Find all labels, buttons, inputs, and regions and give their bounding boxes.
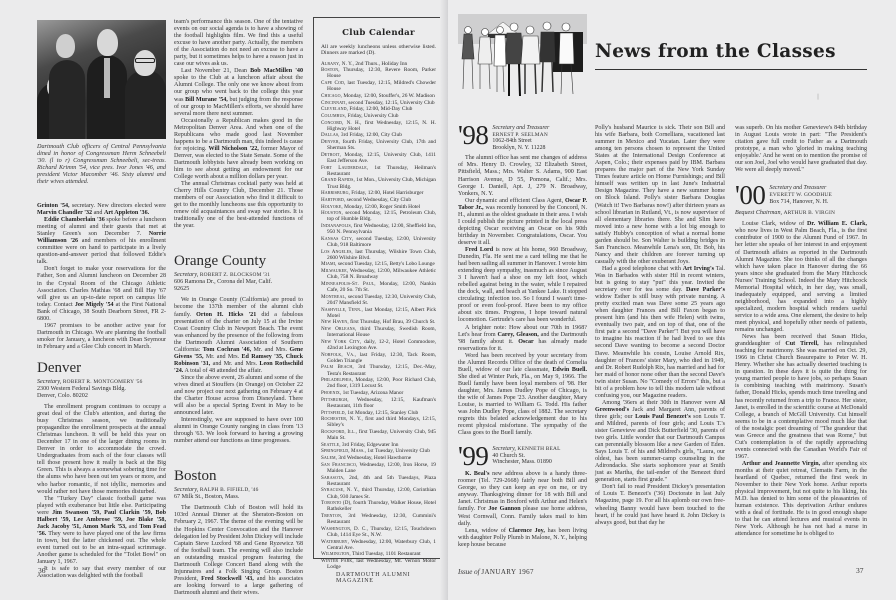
calendar-entry [321,132,436,138]
class-99-paragraph: Had a good telephone chat with Art Irving's Tal. Was in Barbados with sister Hil in recent winters, but is going to stay "put" this year. Invited the secretary over for tea some day. Dave Parker's widow Esther is still busy with private nursing. A pretty excited man was Dave some 25 years ago when daughter Frances and Bill Faxon began to present him (and his then wife Helen) with twins, eventually two pair, and on top of that, one of the first pair a second "Dave Parker"! But you will have to imagine his reaction if he had lived to see this second Dave wanting to become a second Doctor Dave. Meanwhile his cousin, Louise Arnold Rix, daughter of Frances' sister Mary, who died in 1949, and Dr. Robert Rudolph Rix, has married and had for her maid of honor none other than the second Dave's twin sister Susan. No "Comedy of Errors" this, but a bit of a problem how to tell this modern tale without confusing you, our Magazine readers. [595,265,725,399]
calendar-entry [321,93,436,99]
calendar-details: 3rd Friday, 12:00, City Club [339,132,402,139]
club-calendar-box [313,17,444,571]
calendar-details: Wednesday, 12:00, Waterbury Club, 1 Central Ave. [327,538,436,551]
photo-glasses [135,58,155,63]
calendar-city: Kansas City, [321,235,354,242]
denver-paragraph: It is safe to say that every member of our Association was delighted with the football [37,566,166,580]
calendar-entry [321,210,436,222]
calendar-entry [321,113,436,119]
class-99-paragraph: K. Beal's new address above is a handy three-roomer (Tel. 729-2668) fairly near both Bill and George, so they can keep an eye on me, or try anyway. Thanksgiving dinner for 18 with Bill and Janet. Christmas in Boxford with Arthur and Helen's family. For Joe Gannon please use home address, West Cornwall, Conn. Family takes mail to him daily. [458,471,587,527]
page-number-right: 37 [856,566,864,575]
calendar-details: Monday, 12:00, Nankin Cafe, 20 So. 7th St. [327,280,436,294]
class-98-header [458,120,587,151]
photo-caption: Dartmouth Club officers of Central Pennsylvania dined in honor of Congressman Herm Schneebeli '30. (l to r) Congressman Schneebeli, sec-treas. Richard Krimm '54, vice pres. Ivor Jones '46, and president Victor Macomber '46. Sixty alumni and their wives attended. [37,143,166,186]
orange-county-heading: Orange County [174,253,267,270]
calendar-details: daily, 12-2, Hotel Commodore, 42nd at Lexington Ave. [327,338,436,351]
right-column-3 [735,125,867,538]
calendar-city: Denver, [321,138,340,145]
calendar-city: Phoenix, [321,390,342,397]
calendar-details: 3rd Friday, Edgewater Inn [340,441,399,448]
class-00-secretary: Secretary and Treasurer EVERETT W. GOODHUE Box 714, Hanover, N. H. [769,185,833,205]
calendar-details: fourth Thursday, Walker House, Hotel Rathskeller [327,500,436,513]
calendar-city: New Orleans, [321,326,357,332]
calendar-details: second Wednesday, City Club [345,196,412,203]
calendar-entry [321,429,436,441]
calendar-city: Wilmington, [321,551,351,558]
calendar-details: first Wednesday, 12:15, N. H. Highway Hotel [327,119,436,132]
calendar-details: 1st Tuesday, Arizona Manor [341,390,404,397]
calendar-entry [321,558,436,570]
calendar-details: first Tuesday, University Club, 945 Main St. [327,429,436,442]
alumni-group-illustration [458,14,587,98]
class-00-header [735,180,867,211]
issue-date-footer: Issue of JANUARY 1967 [458,568,534,576]
class-98-paragraph: Our dynamic and efficient Class Agent, Oscar P. Tabor Jr., was recently honored by the Concord, N. H., alumni as the oldest graduate in their area. I wish I could publish the picture printed in the local press depicting Oscar receiving an Oscar on his 90th birthday in November. Congratulations, Oscar. You deserve it all. [458,197,588,246]
calendar-city: Houston, [321,210,343,217]
calendar-details: 1st Monday, 12:15, Stanley Club [345,409,419,416]
chicago-paragraph: Grinton '54, secretary. New directors elected were Marvin Chandler '32 and Art Appleton '36. [37,203,167,217]
calendar-details: Thursday, 12:30, Revere Room, Parker House [327,67,436,80]
calendar-details: first Thursday, Hof Brau, 39 Church St. [348,319,436,326]
calendar-entry [321,390,436,396]
calendar-entry [321,294,436,306]
photo-face [97,29,118,56]
class-99-secretary: Secretary, KENNETH BEAL 40 Church St. Winchester, Mass. 01890 [492,446,561,466]
calendar-details: last Thursday, Wilshire Town Club, 2600 Wilshire Blvd. [327,248,436,261]
calendar-city: Springfield, Mass., [321,448,367,455]
class-00-bequest-chairman: Bequest Chairman, ARTHUR B. VIRGIN [735,210,836,217]
calendar-city: Indianapolis, [321,223,353,229]
calendar-entry [321,152,436,164]
calendar-entry [321,61,436,67]
calendar-entry [321,526,436,538]
calendar-entry [321,281,436,293]
calendar-city: Pittsburgh, [321,396,349,403]
calendar-city: Fort Lauderdale, [321,164,369,171]
calendar-entry [321,80,436,92]
class-year-99: '99 [458,441,489,472]
left-column-1 [37,203,166,580]
boston-heading: Boston [174,468,217,485]
calendar-entry [321,261,436,267]
calendar-details: Monday, 12:00, Roger Smith Hotel [342,203,421,210]
calendar-city: Concord, N. H., [321,119,362,126]
calendar-details: Wednesday, 12:15, Kaufman's Restaurant, 11th floor [327,396,436,409]
calendar-entry [321,448,436,454]
calendar-city: Montreal, [321,293,347,300]
title-rule [595,69,867,70]
calendar-entry [321,500,436,512]
calendar-details: third Thursday, 12:00, Corinthian Club, 930 James St. [327,487,436,500]
orange-county-secretary: Secretary, ROBERT Z. BLOCKSOM '31 606 Ramona Dr., Corona del Mar, Calif. 92625 [174,272,273,293]
orange-county-paragraph: Interestingly, we are supposed to have over 100 alumni in Orange County ranging in class from '13 through '63. We look forward to having a growing number attend our functions as time progresses. [174,417,303,445]
calendar-city: Holyoke, [321,203,343,210]
calendar-city: Chicago, [321,92,343,99]
calendar-entry [321,513,436,525]
calendar-city: Milwaukee, [321,268,349,275]
class-98-paragraph: Fred Lord is now at his home, 960 Broadway, Dunedin, Fla. He sent me a card telling me that he had been sailing all summer in Hanover. I wrote him extending deep sympathy, inasmuch as since August 3 I haven't had a shoe on my left foot, which rebelled against being in the water, while I repaired the dock, wall, and beach at Yankee Lake. It stopped circulating; infection too. So I found I wasn't time-proof or even fool-proof. Have been to my office about six times. Progress, I hope toward natural locomotion. Gertrude's care has been wonderful. [458,246,587,324]
calendar-entry [321,67,436,79]
calendar-city: Dallas, [321,132,340,139]
class-98-secretary: Secretary and Treasurer ERNEST P. SEELMAN 1062-84th Street Brooklyn, N. Y. 11228 [492,125,550,151]
class-99-paragraph: was superb. On his mother Genevieve's 84th birthday in August Louis wrote in part: "The President's citation gave full credit to Father as a Dartmouth prototype, a man who 'gloried in making teaching enjoyable.' And he went on to mention the promise of our son Joel, Joel who would have graduated that day. We were all deeply moved." [735,125,867,174]
news-from-the-classes-title: News from the Classes [595,41,836,62]
calendar-city: Minneapolis-St. Paul, [321,280,376,287]
calendar-details: 1st Mon., University Club, Michigan Trust Bldg. [327,177,436,190]
right-column-1 [458,122,587,549]
denver-secretary: Secretary, ROBERT R. MONTGOMERY '56 2300 Western Federal Savings Bldg. Denver, Colo. 80202 [37,378,143,399]
calendar-entry [321,462,436,474]
calendar-city: Pittsfield, [321,409,346,416]
calendar-city: Harrisburg, [321,190,350,197]
alumni-group-drawing-icon [458,14,587,98]
class-99-paragraph: Don't fail to read President Dickey's presentation of Louis T. Benezet's ('36) Doctorate in last July Magazine, page 19. For all his aplomb our own free-wheeling Banny would have been touched to the heart, if he could just have heard it. John Dickey is always good, but that day he [595,484,725,526]
left-column-2 [174,19,303,597]
calendar-entry [321,139,436,151]
photo-face [134,50,156,76]
calendar-entry [321,475,436,487]
calendar-entry [321,551,436,557]
calendar-details: second Tuesday, 12:00, University Club, 918 Baltimore [327,235,436,248]
calendar-details: second Tuesday, 12:15, University Club [347,99,435,106]
club-calendar-title: Club Calendar [342,28,415,38]
calendar-entry [321,106,436,112]
class-00-paragraph: Arthur and Jeannette Virgin, after spending six months at their quiet retreat, Clematis Farm, in the heartland of Quebec, returned the first week in November to their New York home. Arthur reports physical improvement, but not quite to his liking, his M.D. has denied to him some of the pleasantries of human existence. This deprivation Arthur endures with a deal of fortitude. He is in good enough shape to that he can attend lectures and musical events in New York. Although he has not had a nurse in attendance for sometime he is obliged to [735,460,867,538]
calendar-details: last Friday, 12:30, Tack Room, Golden Triangle [327,351,436,364]
photo-figure [125,70,166,139]
calendar-city: Norfolk, Va., [321,351,356,358]
calendar-entry [321,352,436,364]
calendar-details: last Wednesday, Mt. Vernon Motor Lodge [327,558,437,571]
calendar-city: Toronto (D), [321,500,352,507]
calendar-details: Wednesday, 12:00, Milwaukee Athletic Club, 758 N. Broadway [327,268,436,281]
calendar-entry [321,339,436,351]
calendar-details: last Monday, 12:15, Albert Pick Motel [327,306,437,319]
calendar-entry [321,364,436,376]
calendar-entry [321,455,436,461]
calendar-entry [321,100,436,106]
calendar-details: Monday, 12:15, University Club, 1411 East Jefferson Ave. [327,151,436,164]
calendar-city: Trenton, [321,513,343,520]
calendar-city: Syracuse, N. Y., [321,487,360,494]
calendar-city: Winter Park, [321,558,354,565]
calendar-details: Friday, University Club [346,112,399,119]
calendar-entry [321,177,436,189]
calendar-entry [321,223,436,235]
orange-county-paragraph: Since the above event, 26 alumni and some of the wives dined at Stouffers (in Orange) on October 22 and now project our next gathering on February 4 at the Charter House across from Disneyland. There will also be a special Spring Event in May to be announced later. [174,374,303,417]
calendar-entry [321,307,436,319]
calendar-details: 2nd, 4th and 5th Tuesdays, Plaza Restaurant [327,474,436,487]
chicago-paragraph: Eddie Chamberlain '36 spoke before a luncheon meeting of alumni and their guests that met at Stanley Green's son December 7. Norrie Williamson '26 and members of his enrollment committee were on hand to participate in a lively question-and-answer period that followed Eddie's talk. [37,217,166,266]
class-99-paragraph: Among '36ers at their 30th in Hanover were Al Greenwood's Jack and Margaret Ann, parents of three girls; our Louis Paul Benezet's son Louis T. and Mildred, parents of four girls; and Louis T.'s sister Genevieve and Dick Butterfield '30, parents of two girls. Little wonder that our Dartmouth Campus can perennially blossom like a new Garden of Eden. Says Louis T. of his and Mildred's girls, "Laura, our oldest, has been summer-camp counseling in the Adirondacks. She starts sophomore year at Smith just as Martha, the tail-ender of the Benezet third generation, starts first grade." [595,399,725,484]
calendar-details: 3rd Wednesday, Hotel Hawthorne [337,455,412,462]
boston-secretary: Secretary, RALPH B. FIFIELD, '46 67 Milk St., Boston, Mass. [174,487,259,501]
calendar-details: 2nd Thurs., Holiday Inn [354,60,408,67]
class-00-paragraph: News has been received that Susan Hicks, granddaughter of Cut Tirrell, has relinquished teaching for matrimony. She was married on Oct. 29, 1966 in Christ Church Beaurepaire to Peter W. H. Henry. Whether she has actually deserted teaching is in question. In these days it is quite the thing for young married people to have jobs, so perhaps Susan is combining teaching with matrimony. Susan's father, Donald Hicks, spends much time traveling and has recently returned from a trip to France. Her sister, Janet, is enrolled in the scientific course at McDonald College, a branch of McGill University. Cut himself seems to be in a contemplative mood much like that of the nostalgic poet dreaming of "The grandeur that was Greece and the greatness that was Rome," but Cut's contemplation is of the rapidly approaching events connected with the Canadian World's Fair of 1967. [735,334,867,460]
denver-paragraph: team's performance this season. One of the tentative events on our social agenda is to have a showing of the football highlights film. We find this a useful excuse to have another party. Actually, the members of the Association do not need an excuse to have a party, but it sometimes helps to have a reason just in case our wives ask us. [174,19,303,68]
calendar-city: Seattle, [321,441,341,448]
calendar-entry [321,236,436,248]
magazine-footer: DARTMOUTH ALUMNI MAGAZINE [336,572,411,584]
calendar-details: fourth Friday, University Club, 17th and Sherman Sts. [327,138,436,152]
calendar-details: Wednesday, 12:00, Iron Horse, 19 Maiden Lane [327,461,436,474]
calendar-details: first and third Mondays, 12:15, Sibley's [327,416,436,429]
calendar-details: last Tuesday, 12:15, Mildred's Chowder House [327,80,436,93]
right-column-2 [595,125,725,527]
calendar-city: Waterbury, [321,538,349,545]
photo-figure [49,60,85,139]
calendar-city: San Francisco, [321,461,358,468]
calendar-entry [321,397,436,409]
calendar-entry [321,410,436,416]
club-calendar-intro: All are weekly luncheons unless otherwise listed. Dinners are marked (D). [321,44,436,57]
club-calendar-list [321,61,436,571]
denver-paragraph: The "Turkey Day" classic football game was played with exuberance but little else. Participating were Jim Swanson '59, Paul Clarkin '59, Bob Halbert '59, Lee Ambrose '59, Joe Blake '58, Jack Jacoby '51, Amon Mark '53, and Tom Fead '56. They were to have played one of the law firms in town, but the latter chickened out. The whole event turned out to be an intra-squad scrimmage. Another game is scheduled for the "Toilet Bowl" on January 1, 1967. [37,495,166,566]
calendar-entry [321,487,436,499]
calendar-city: Detroit, [321,151,341,158]
page-number-left: 36 [38,566,46,575]
calendar-city: Salem, [321,455,338,462]
calendar-entry [321,539,436,551]
denver-paragraph: The annual Christmas cocktail party was held at Cherry Hills Country Club, December 21. Those members of our Association who find it difficult to get to the monthly luncheons use this opportunity to renew old acquaintances and swap war stories. It is traditionally one of the best-attended functions of the year. [174,181,303,230]
orange-county-paragraph: We in Orange County (California) are proud to become the 137th member of the alumni club family. Orton H. Hicks '21 did a fabulous presentation of the charter on July 15 at the Irvine Coast Country Club in Newport Beach. The event was enhanced by the presence of the following from the Dartmouth Alumni Association of Southern California: Tom Cochran '46, Mr. and Mrs. Gene Givens '55, Mr. and Mrs. Ed Ramsey '35, Chuck Robinson '31, and Mr. and Mrs. Leon Rothschild '24. A total of 48 attended the affair. [174,297,304,374]
denver-paragraph: Last November 21, Dean Bob MacMillen '40 spoke to the Club at a luncheon affair about the Alumni College. The only one we know about from our group who went back to the college this year was Bill Murane '54, but judging from the response of our group to MacMillen's efforts, we should have several more there next summer. [174,68,304,117]
denver-paragraph: Occasionally a Republican makes good in the Metropolitan Denver Area. And when one of the Republicans who made good last November happens to be a Dartmouth man, this indeed is cause for rejoicing. Will Nicholson '22, former Mayor of Denver, was elected to the State Senate. Some of the Dartmouth lobbyists have already been working on him to see about getting an endowment for our College worth about a million dollars per year. [174,117,303,181]
photo-face [56,34,75,58]
calendar-entry [321,120,436,132]
class-00-paragraph: Louise Clark, widow of Dr. William E. Clark, who now lives in West Palm Beach, Fla., is the first contributor of 1900 to the Alumni Fund of 1967. In her letter she speaks of her interest in and enjoyment of Dartmouth affairs as reported in the Dartmouth Alumni Magazine. She too thinks of all the changes which have taken place in Hanover during the 66 years since she graduated from the Mary Hitchcock Nurses' Training School. Indeed the Mary Hitchcock Memorial Hospital which, in her day, was small, inadequately equipped, and serving a limited neighborhood, has expanded into a highly specialized, modern hospital which renders useful service to a wide area. One element, the desire to help meet physical, and hopefully other needs of patients, remains unchanged. [735,221,867,334]
calendar-city: Washington, D. C., [321,525,369,532]
calendar-details: Monday, 12:00, Stouffer's, 26 W. Madison [342,92,435,99]
calendar-city: Miami, [321,261,337,268]
calendar-details: 1st Tuesday, University Club [366,448,430,455]
calendar-city: Hartford, [321,196,346,203]
class-year-00: '00 [735,180,766,211]
calendar-city: Cleveland, [321,106,348,113]
calendar-city: Rockford, Ill., [321,429,358,435]
calendar-city: Sarasota, [321,474,345,481]
calendar-details: 1st Thursday, Heilman's Restaurant [327,164,436,177]
calendar-entry [321,197,436,203]
calendar-city: Cape Cod, [321,80,346,87]
calendar-city: Palm Beach, [321,364,354,371]
calendar-entry [321,416,436,428]
calendar-city: Los Angeles, [321,248,353,255]
class-99-header [458,441,587,472]
calendar-city: New Haven, [321,319,349,326]
calendar-entry [321,204,436,210]
calendar-details: second Monday, 12:15, Petroleum Club, top of Humble Bldg. [327,210,436,223]
calendar-entry [321,377,436,389]
calendar-details: 3rd Thursday, 12:15, Dec.-May, Testa's Restaurant [327,364,437,377]
denver-paragraph: The enrollment program continues to occupy a great deal of the Club's attention, and during the busy Christmas season, we traditionally propagandize the enrollment prospects at the annual Christmas luncheon. It will be held this year on December 17 in one of the larger dining rooms in Denver in order to accommodate the crowd. Undergraduates from each of the four classes will tell those present how it really is back at the Big Green. This is always a somewhat sobering time for the alums who have been out ten years or more, and who harbor romantic, if not idyllic, memories and would rather not have those memories disturbed. [37,403,166,495]
calendar-city: Columbus, [321,112,347,119]
calendar-details: 3rd Wednesday, 12:30, Cummini's Restaurant [327,513,436,526]
calendar-city: Nashville, Tenn., [321,306,363,313]
page-mark: ╵ [815,95,822,106]
calendar-details: Third Tuesday, 1101 Restaurant [350,551,421,558]
calendar-details: Thursday, 12:15, Touchdown Club, 1414 Eye St., N.W. [327,525,436,538]
photo-tie [104,58,110,98]
calendar-entry [321,190,436,196]
chicago-paragraph: Don't forget to make your reservations for the Father, Son and Alumni luncheon on December 28 in the Crystal Room of the Chicago Athletic Association. Charles Mathias '68 and Bill Hay '67 will give us an up-to-date report on campus life today. Contact Joe Migely '54 at the First National Bank of Chicago, 38 South Dearborn Street, FR 2-6800. [37,266,166,322]
calendar-details: first Wednesday, 12:00, Sheffield Inn, 950 N. Pennsylvania [327,223,436,236]
calendar-city: Cincinnati, [321,99,347,106]
calendar-details: Monday, 12:00, Poor Richard Club, 2nd floor, 1319 Locust St. [327,377,436,390]
denver-heading: Denver [37,359,82,376]
calendar-city: Rochester, N. Y., [321,416,363,423]
class-98-paragraph: The alumni office has sent me changes of address of Mrs. Henry D. Crowley, 32 Elizabeth Street, Pittsfield, Mass.; Mrs. Walter S. Adams, 900 East Harrison Avenue, D 55, Pomona, Calif.; Mrs. George I. Daniell, Apt. J, 279 N. Broadway, Yonkers, N. Y. [458,155,587,197]
calendar-city: Albany, N. Y., [321,60,355,67]
calendar-entry [321,249,436,261]
calendar-city: Philadelphia, [321,377,354,384]
class-98-paragraph: A brighter note: How about our 70th in 1968? Let's hear from Carey, Gleason, and the Dartmouth '98 family about it. Oscar has already made reservations for it. [458,324,587,352]
calendar-city: Grand Rapids, [321,177,355,184]
calendar-details: second Tuesday, 12:30, University Club, 2047 Mansfield St. [327,293,436,306]
class-99-paragraph: Lena, widow of Clarence Joy, has been living with daughter Polly Plumb in Malone, N. Y., helping keep house because [458,527,588,548]
calendar-entry [321,326,436,338]
calendar-city: Boston, [321,67,340,74]
calendar-details: Friday, 12:00, Mid-Day Club [348,106,413,113]
calendar-entry [321,319,436,325]
calendar-entry [321,268,436,280]
calendar-entry [321,442,436,448]
calendar-city: New York City, [321,338,362,345]
class-98-paragraph: Word has been received by your secretary from the Alumni Records Office of the death of Cornelia Buell, widow of our late classmate, Edwin Buell. She died at Winter Park, Fla., on May 9, 1966. The Buell family have been loyal members of '98. Her daughter, Mrs. James Dudley Pope of Chicago, is the wife of James Pope '23. Another daughter, Mary Louise, is married to William G. Todd. His father was John Dudley Pope, class of 1882. The secretary regrets this belated acknowledgement due to his recent physical misfortune. The sympathy of the Class goes to the Buell family. [458,352,587,437]
calendar-details: Friday, 12:00, Hotel Harrisburger [349,190,424,197]
chicago-paragraph: 1967 promises to be another active year for Dartmouth in Chicago. We are planning the football smoker for January, a luncheon with Dean Seymour in February and a Glee Club concert in March. [37,322,166,350]
club-officers-photo [37,20,166,139]
boston-paragraph: The Dartmouth Club of Boston will hold its 103rd Annual Dinner at the Sheraton-Boston on February 2, 1967. The theme of the evening will be the Hopkins Center Convocation and the Hanover delegation led by President John Dickey will include Captain Steve Luxford '68 and Gene Ryzewicz '68 of the football team. The evening will also include an outstanding musical program featuring the Dartmouth College Concert Band along with the Injunnaires and a Folk Singing Group. Boston President, Fred Stockwell '43, and his associates are looking forward to a large gathering of Dartmouth alumni and their wives. [174,505,303,596]
calendar-entry [321,165,436,177]
class-99-paragraph: Polly's husband Maurice is sick. Their son Bill and his wife Barbara, both Cornellians, vacationed last summer in Mexico and Yucatan. Later they were among ten persons chosen to represent the United States at the International Design Conference at Aspen, Colo.; their expenses paid by IBM. Barbara prepares the major part of the New York Sunday Times feature article on Home Furnishings; and Bill himself was written up in last June's Industrial Design Magazine. They have a new summer home on Block Island. Polly's sister Barbara Douglas (Watch it! Two Barbaras now!) after thirteen years as school librarian in Rutland, Vt., is now supervisor of all elementary libraries there. She and Slim have moved into a new home with a lot big enough to satisfy Hubby's conception of what a normal home garden should be. Son Walter is building bridges in San Francisco. Meanwhile Lena's son, Dr. Bob, his Nancy and their children are forever turning up casually with the other exuberant Joys. [595,125,725,265]
calendar-details: second Tuesday, 12:15, Betty's Lobo Lounge [336,261,435,268]
calendar-details: third Thursday, Swedish Room, International House [327,326,436,339]
class-year-98: '98 [458,120,489,150]
